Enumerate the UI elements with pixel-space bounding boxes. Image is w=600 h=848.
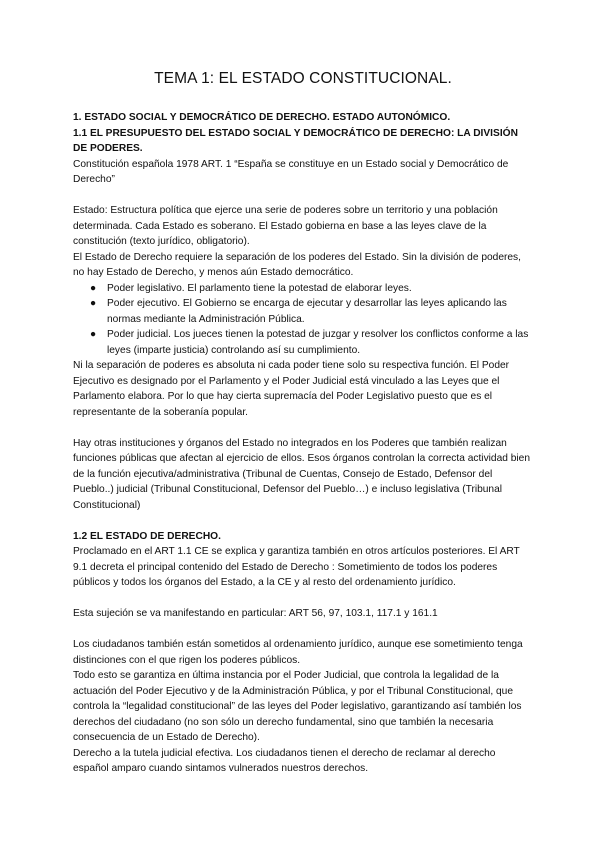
- paragraph-estado: Estado: Estructura política que ejerce una serie de poderes sobre un territorio y una población determinada. Cada Estado es soberano. El Estado gobierna en base a las leyes clave de la constitución (texto jurídico, obligatorio).: [73, 205, 498, 247]
- list-item-text: Poder ejecutivo. El Gobierno se encarga de ejecutar y desarrollar las leyes aplicando las normas mediante la Administración Pública.: [107, 298, 507, 325]
- list-item-text: Poder judicial. Los jueces tienen la potestad de juzgar y resolver los conflictos conforme a las leyes (imparte justicia) controlando así su cumplimiento.: [107, 329, 529, 356]
- bullet-icon: ●: [90, 329, 97, 340]
- spacer: [73, 513, 533, 529]
- bullet-icon: ●: [90, 298, 97, 309]
- heading-section-1: 1. ESTADO SOCIAL Y DEMOCRÁTICO DE DERECHO. ESTADO AUTONÓMICO.: [73, 112, 451, 123]
- document-page: [73, 70, 533, 777]
- heading-section-1-1: 1.1 EL PRESUPUESTO DEL ESTADO SOCIAL Y DEMOCRÁTICO DE DERECHO: LA DIVISIÓN DE PODERES.: [73, 127, 518, 154]
- spacer: [73, 591, 533, 607]
- spacer: [73, 188, 533, 204]
- paragraph-tutela: Derecho a la tutela judicial efectiva. Los ciudadanos tienen el derecho de reclamar al derecho español amparo cuando sintamos vulnerados nuestros derechos.: [73, 747, 496, 774]
- page-title: TEMA 1: EL ESTADO CONSTITUCIONAL.: [154, 70, 452, 87]
- paragraph-garantiza: Todo esto se garantiza en última instancia por el Poder Judicial, que controla la legalidad de la actuación del Poder Ejecutivo y de la Administración Pública, y por el Tribunal Constitucional, que controla la “legalidad constitucional” de las leyes del Poder legislativo, garantizando así también los derechos del ciudadano (no son sólo un derecho fundamental, sino que también la necesaria consecuencia de un Estado de Derecho).: [73, 670, 522, 743]
- spacer: [73, 420, 533, 436]
- heading-section-1-2: 1.2 EL ESTADO DE DERECHO.: [73, 530, 221, 542]
- list-item-text: Poder legislativo. El parlamento tiene la potestad de elaborar leyes.: [107, 282, 412, 294]
- paragraph-separacion: Ni la separación de poderes es absoluta ni cada poder tiene solo su respectiva función. El Poder Ejecutivo es designado por el Parlamento y el Poder Judicial está vinculado a las Leyes que el Parlamento elabora. Por lo que hay cierta supremacía del Poder Legislativo puesto que es el representante de la soberanía popular.: [73, 360, 510, 418]
- paragraph-proclamado: Proclamado en el ART 1.1 CE se explica y garantiza también en otros artículos posteriores. El ART 9.1 decreta el principal contenido del Estado de Derecho : Sometimiento de todos los poderes públicos y todos los órganos del Estado, a la CE y al resto del ordenamiento jurídico.: [73, 546, 520, 588]
- bullet-icon: ●: [90, 282, 97, 294]
- spacer: [73, 622, 533, 638]
- paragraph-constitucion: Constitución española 1978 ART. 1 “España se constituye en un Estado social y Democrático de Derecho”: [73, 158, 509, 185]
- powers-list: [73, 281, 533, 359]
- paragraph-ciudadanos: Los ciudadanos también están sometidos al ordenamiento jurídico, aunque ese sometimiento tenga distinciones con el que rigen los poderes públicos.: [73, 639, 523, 666]
- list-item: [90, 327, 533, 358]
- list-item: [90, 296, 533, 327]
- paragraph-estado-derecho: El Estado de Derecho requiere la separación de los poderes del Estado. Sin la división de poderes, no hay Estado de Derecho, y menos aún Estado democrático.: [73, 251, 521, 278]
- list-item: [90, 281, 533, 297]
- paragraph-sujecion: Esta sujeción se va manifestando en particular: ART 56, 97, 103.1, 117.1 y 161.1: [73, 608, 438, 619]
- paragraph-instituciones: Hay otras instituciones y órganos del Estado no integrados en los Poderes que también realizan funciones públicas que afectan al ejercicio de ellos. Esos órganos controlan la correcta actividad bien de la función ejecutiva/administrativa (Tribunal de Cuentas, Consejo de Estado, Defensor del Pueblo..) judicial (Tribunal Constitucional, Defensor del Pueblo…) e incluso legislativa (Tribunal Constitucional): [73, 437, 531, 511]
